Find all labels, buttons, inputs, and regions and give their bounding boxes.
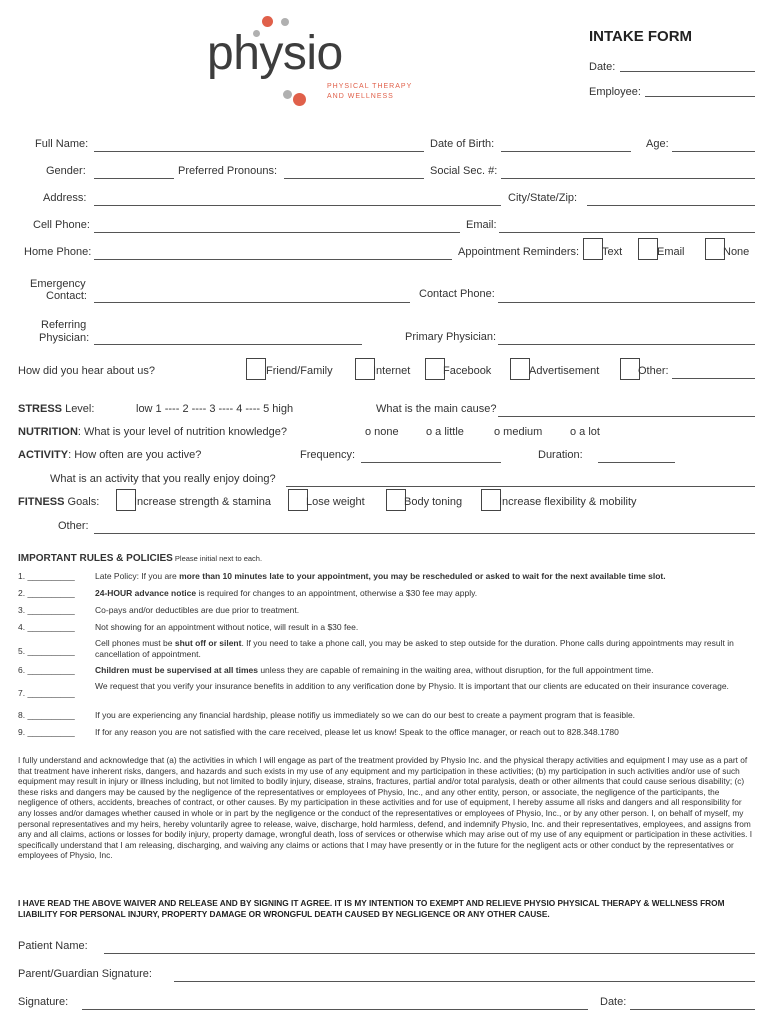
hear-label: How did you hear about us? bbox=[18, 365, 155, 377]
rule-initial[interactable]: 4. __________ bbox=[18, 622, 75, 632]
reminder-none-checkbox[interactable] bbox=[705, 238, 725, 260]
referring-label: Referring bbox=[41, 319, 87, 331]
reminder-none-label: None bbox=[723, 246, 750, 258]
form-title: INTAKE FORM bbox=[589, 28, 693, 45]
emergency-label: Emergency bbox=[30, 278, 86, 290]
nutrition-option[interactable]: o a lot bbox=[570, 426, 600, 438]
nutrition-option[interactable]: o none bbox=[365, 426, 399, 438]
logo-dot-icon bbox=[281, 18, 289, 26]
nutrition-option[interactable]: o medium bbox=[494, 426, 543, 438]
full-name-field[interactable] bbox=[94, 151, 424, 152]
fitness-weight-checkbox[interactable] bbox=[288, 489, 308, 511]
rule-text: Not showing for an appointment without notice, will result in a $30 fee. bbox=[95, 622, 359, 632]
duration-label: Duration: bbox=[538, 449, 583, 461]
date-field[interactable] bbox=[620, 71, 755, 72]
rule-text: If for any reason you are not satisfied with the care received, please let us know! Speak to the office manager, or reach out to 828.348.1780 bbox=[95, 727, 619, 737]
signature-label: Signature: bbox=[18, 996, 69, 1008]
rule-initial[interactable]: 9. __________ bbox=[18, 727, 75, 737]
patient-name-field[interactable] bbox=[104, 953, 755, 954]
cell-phone-field[interactable] bbox=[94, 232, 460, 233]
hear-option: Other: bbox=[638, 365, 669, 377]
signature-date-label: Date: bbox=[600, 996, 627, 1008]
age-label: Age: bbox=[646, 138, 669, 150]
logo-dot-icon bbox=[283, 90, 292, 99]
logo-dot-icon bbox=[262, 16, 273, 27]
enjoy-label: What is an activity that you really enjoy doing? bbox=[50, 473, 276, 485]
primary-physician-label: Primary Physician: bbox=[405, 331, 497, 343]
email-field[interactable] bbox=[499, 232, 755, 233]
signature-date-field[interactable] bbox=[630, 1009, 755, 1010]
hear-other-checkbox[interactable] bbox=[620, 358, 640, 380]
hear-facebook-checkbox[interactable] bbox=[425, 358, 445, 380]
fitness-flexibility-checkbox[interactable] bbox=[481, 489, 501, 511]
rule-initial[interactable]: 2. __________ bbox=[18, 588, 75, 598]
hear-option: Internet bbox=[373, 365, 411, 377]
fitness-option: Increase strength & stamina bbox=[134, 496, 271, 508]
fitness-option: Increase flexibility & mobility bbox=[499, 496, 637, 508]
guardian-signature-label: Parent/Guardian Signature: bbox=[18, 968, 152, 980]
hear-option: Advertisement bbox=[529, 365, 600, 377]
logo-wordmark: physio bbox=[207, 27, 343, 80]
acknowledgement-text: I HAVE READ THE ABOVE WAIVER AND RELEASE AND BY SIGNING IT AGREE. IT IS MY INTENTION TO EXEMPT AND RELIEVE PHYSIO PHYSICAL THERAPY & WELLNESS FROM LIABILITY FOR PERSONAL INJURY, PROPERTY DAMAGE OR WRONGFUL DEATH CAUSED BY NEGLIGENCE OR ANY OTHER CAUSE. bbox=[18, 898, 725, 919]
hear-option: Friend/Family bbox=[266, 365, 333, 377]
address-label: Address: bbox=[43, 192, 87, 204]
hear-other-field[interactable] bbox=[672, 378, 755, 379]
reminder-email-label: Email bbox=[657, 246, 685, 258]
signature-field[interactable] bbox=[82, 1009, 588, 1010]
nutrition-label: NUTRITION: What is your level of nutrition knowledge? bbox=[18, 426, 287, 438]
address-field[interactable] bbox=[94, 205, 501, 206]
primary-physician-field[interactable] bbox=[498, 344, 755, 345]
fitness-option: Body toning bbox=[404, 496, 463, 508]
guardian-signature-field[interactable] bbox=[174, 981, 755, 982]
referring-field[interactable] bbox=[94, 344, 362, 345]
stress-scale: low 1 ---- 2 ---- 3 ---- 4 ---- 5 high bbox=[136, 403, 294, 415]
reminder-text-label: Text bbox=[602, 246, 623, 258]
duration-field[interactable] bbox=[598, 462, 675, 463]
rule-initial[interactable]: 6. __________ bbox=[18, 665, 75, 675]
waiver-text: I fully understand and acknowledge that (a) the activities in which I will engage as part of the treatment provided by Physio Inc. and the physical therapy activities and equipment I may use as a part of that treatment have inherent risks, dangers, and hazards and such exists in my use of any equipment and my participation in these activities; (b) my participation in such activities and/or use of such equipment may result in injury or illness including, but not limited to bodily injury, disease, strains, fractures, partial and/or total paralysis, death or other ailments that could cause serious disability; (c) these risks and dangers may be caused by the negligence of the representatives or employees of Physio, Inc., and any other entity, person, or associate, the negligence of the participants, the negligence of others, accidents, breaches of contract, or other causes. By my participation in these activities and for use of equipment, I hereby assume all risks and dangers and all responsibility for any losses and/or damages whether caused in whole or in part by the negligence or the conduct of the representatives or employees of Physio, Inc., or by any other person. I, on behalf of myself, my personal representatives and my heirs, hereby voluntarily agree to release, waive, discharge, hold harmless, defend, and indemnify Physio, Inc. and their representatives, employees, and assigns from any and all claims, actions or losses for bodily injury, property damage, wrongful death, loss of services or otherwise which may arise out of my use of any equipment or participation in these activities. I specifically understand that I am releasing, discharging, and waiving any claims or actions that I may have presently or in the future for the negligent acts or other conduct by the representatives or employees of Physio, Inc. bbox=[18, 755, 753, 861]
full-name-label: Full Name: bbox=[35, 138, 89, 150]
rule-text: Cell phones must be shut off or silent. If you need to take a phone call, you may be asked to step outside for the duration. Phone calls during appointments may result in cancellation of appointment. bbox=[95, 638, 734, 659]
rules-heading: IMPORTANT RULES & POLICIES Please initial next to each. bbox=[18, 553, 263, 564]
ssn-label: Social Sec. #: bbox=[430, 165, 498, 177]
main-cause-label: What is the main cause? bbox=[376, 403, 497, 415]
home-phone-field[interactable] bbox=[94, 259, 452, 260]
rule-text: If you are experiencing any financial hardship, please notifiy us immediately so we can do our best to create a payment program that is feasible. bbox=[95, 710, 636, 720]
ssn-field[interactable] bbox=[501, 178, 755, 179]
other-field[interactable] bbox=[94, 533, 755, 534]
age-field[interactable] bbox=[672, 151, 755, 152]
frequency-label: Frequency: bbox=[300, 449, 356, 461]
rule-initial[interactable]: 5. __________ bbox=[18, 646, 75, 656]
logo-tagline: AND WELLNESS bbox=[327, 93, 394, 100]
emergency-label: Contact: bbox=[46, 290, 87, 302]
hear-friend-checkbox[interactable] bbox=[246, 358, 266, 380]
nutrition-option[interactable]: o a little bbox=[426, 426, 464, 438]
gender-field[interactable] bbox=[94, 178, 174, 179]
referring-label: Physician: bbox=[39, 332, 90, 344]
pronouns-label: Preferred Pronouns: bbox=[178, 165, 278, 177]
enjoy-field[interactable] bbox=[286, 486, 755, 487]
home-phone-label: Home Phone: bbox=[24, 246, 92, 258]
logo-dot-icon bbox=[293, 93, 306, 106]
email-label: Email: bbox=[466, 219, 497, 231]
frequency-field[interactable] bbox=[361, 462, 501, 463]
hear-option: Facebook bbox=[443, 365, 492, 377]
employee-label: Employee: bbox=[589, 86, 641, 98]
main-cause-field[interactable] bbox=[498, 416, 755, 417]
gender-label: Gender: bbox=[46, 165, 86, 177]
hear-internet-checkbox[interactable] bbox=[355, 358, 375, 380]
rule-initial[interactable]: 8. __________ bbox=[18, 710, 75, 720]
dob-field[interactable] bbox=[501, 151, 631, 152]
activity-label: ACTIVITY: How often are you active? bbox=[18, 449, 202, 461]
fitness-option: Lose weight bbox=[306, 496, 365, 508]
rule-text: Co-pays and/or deductibles are due prior to treatment. bbox=[95, 605, 300, 615]
contact-phone-field[interactable] bbox=[498, 302, 755, 303]
cell-phone-label: Cell Phone: bbox=[33, 219, 90, 231]
city-label: City/State/Zip: bbox=[508, 192, 578, 204]
rule-text: Children must be supervised at all times unless they are capable of remaining in the waiting area, without disruption, for the full appointment time. bbox=[95, 665, 654, 675]
emergency-field[interactable] bbox=[94, 302, 410, 303]
employee-field[interactable] bbox=[645, 96, 755, 97]
rule-text: We request that you verify your insurance benefits in addition to any verification done by Physio. It is important that our clients are educated on their insurance coverage. bbox=[95, 681, 729, 691]
dob-label: Date of Birth: bbox=[430, 138, 495, 150]
fitness-strength-checkbox[interactable] bbox=[116, 489, 136, 511]
fitness-label: FITNESS Goals: bbox=[18, 496, 100, 508]
rule-initial[interactable]: 3. __________ bbox=[18, 605, 75, 615]
rule-initial[interactable]: 1. __________ bbox=[18, 571, 75, 581]
reminders-label: Appointment Reminders: bbox=[458, 246, 580, 258]
rule-text: Late Policy: If you are more than 10 minutes late to your appointment, you may be rescheduled or asked to wait for the next available time slot. bbox=[95, 571, 666, 581]
city-field[interactable] bbox=[587, 205, 755, 206]
hear-advertisement-checkbox[interactable] bbox=[510, 358, 530, 380]
fitness-toning-checkbox[interactable] bbox=[386, 489, 406, 511]
contact-phone-label: Contact Phone: bbox=[419, 288, 495, 300]
pronouns-field[interactable] bbox=[284, 178, 424, 179]
reminder-email-checkbox[interactable] bbox=[638, 238, 658, 260]
rule-initial[interactable]: 7. __________ bbox=[18, 688, 75, 698]
reminder-text-checkbox[interactable] bbox=[583, 238, 603, 260]
date-label: Date: bbox=[589, 61, 616, 73]
patient-name-label: Patient Name: bbox=[18, 940, 88, 952]
rule-text: 24-HOUR advance notice is required for changes to an appointment, otherwise a $30 fee may apply. bbox=[95, 588, 478, 598]
logo-tagline: PHYSICAL THERAPY bbox=[327, 83, 413, 90]
stress-label: STRESS Level: bbox=[18, 403, 95, 415]
other-label: Other: bbox=[58, 520, 89, 532]
